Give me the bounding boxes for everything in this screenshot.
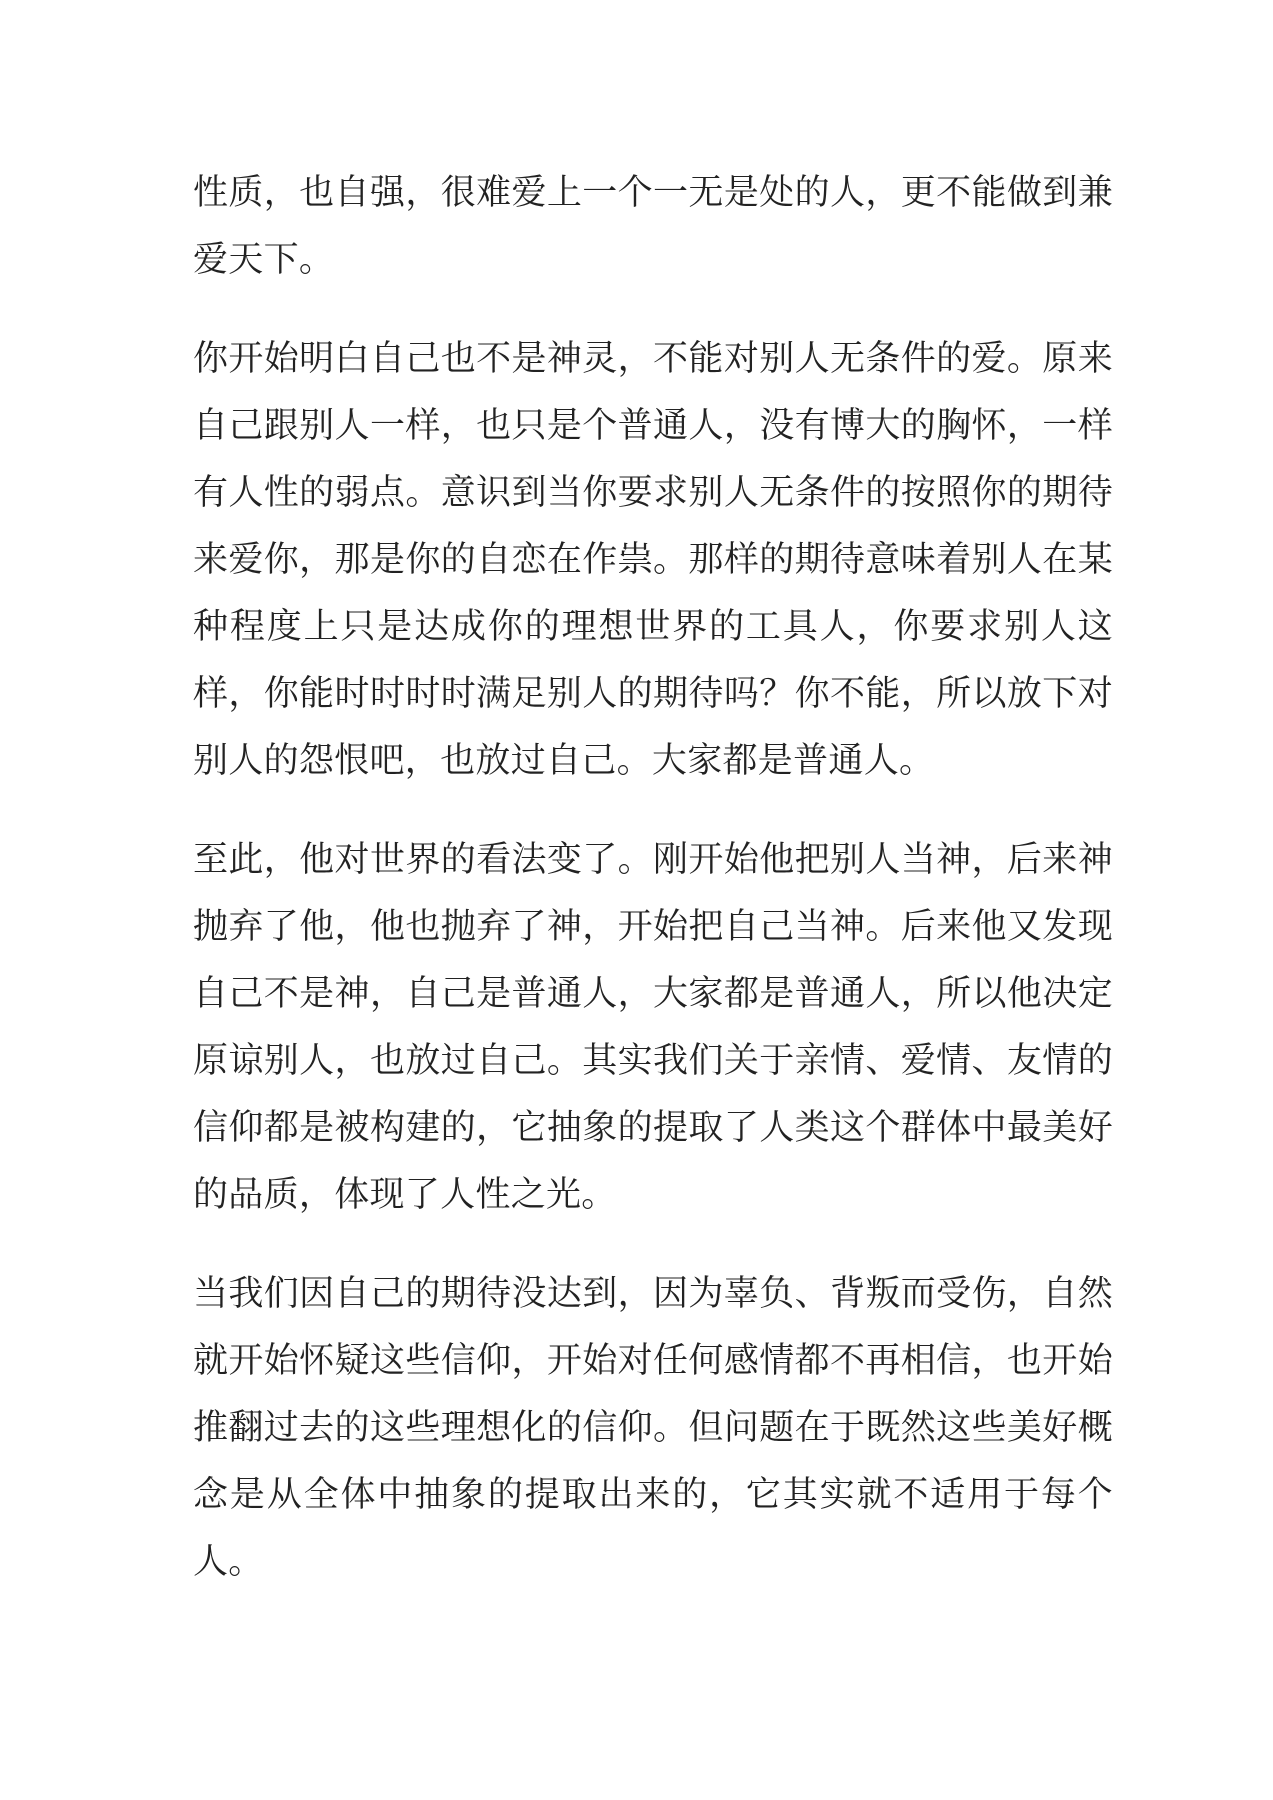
- document-body: [193, 160, 1113, 1596]
- paragraph-3: 至此，他对世界的看法变了。刚开始他把别人当神，后来神抛弃了他，他也抛弃了神，开始把自己当神。后来他又发现自己不是神，自己是普通人，大家都是普通人，所以他决定原谅别人，也放过自己。其实我们关于亲情、爱情、友情的信仰都是被构建的，它抽象的提取了人类这个群体中最美好的品质，体现了人性之光。: [193, 840, 1113, 1215]
- paragraph-1: 性质，也自强，很难爱上一个一无是处的人，更不能做到兼爱天下。: [193, 173, 1113, 280]
- paragraph-2: 你开始明白自己也不是神灵，不能对别人无条件的爱。原来自己跟别人一样，也只是个普通人，没有博大的胸怀，一样有人性的弱点。意识到当你要求别人无条件的按照你的期待来爱你，那是你的自恋在作祟。那样的期待意味着别人在某种程度上只是达成你的理想世界的工具人，你要求别人这样，你能时时时时满足别人的期待吗？你不能，所以放下对别人的怨恨吧，也放过自己。大家都是普通人。: [193, 339, 1113, 781]
- paragraph-4: 当我们因自己的期待没达到，因为辜负、背叛而受伤，自然就开始怀疑这些信仰，开始对任何感情都不再相信，也开始推翻过去的这些理想化的信仰。但问题在于既然这些美好概念是从全体中抽象的提取出来的，它其实就不适用于每个人。: [193, 1274, 1113, 1582]
